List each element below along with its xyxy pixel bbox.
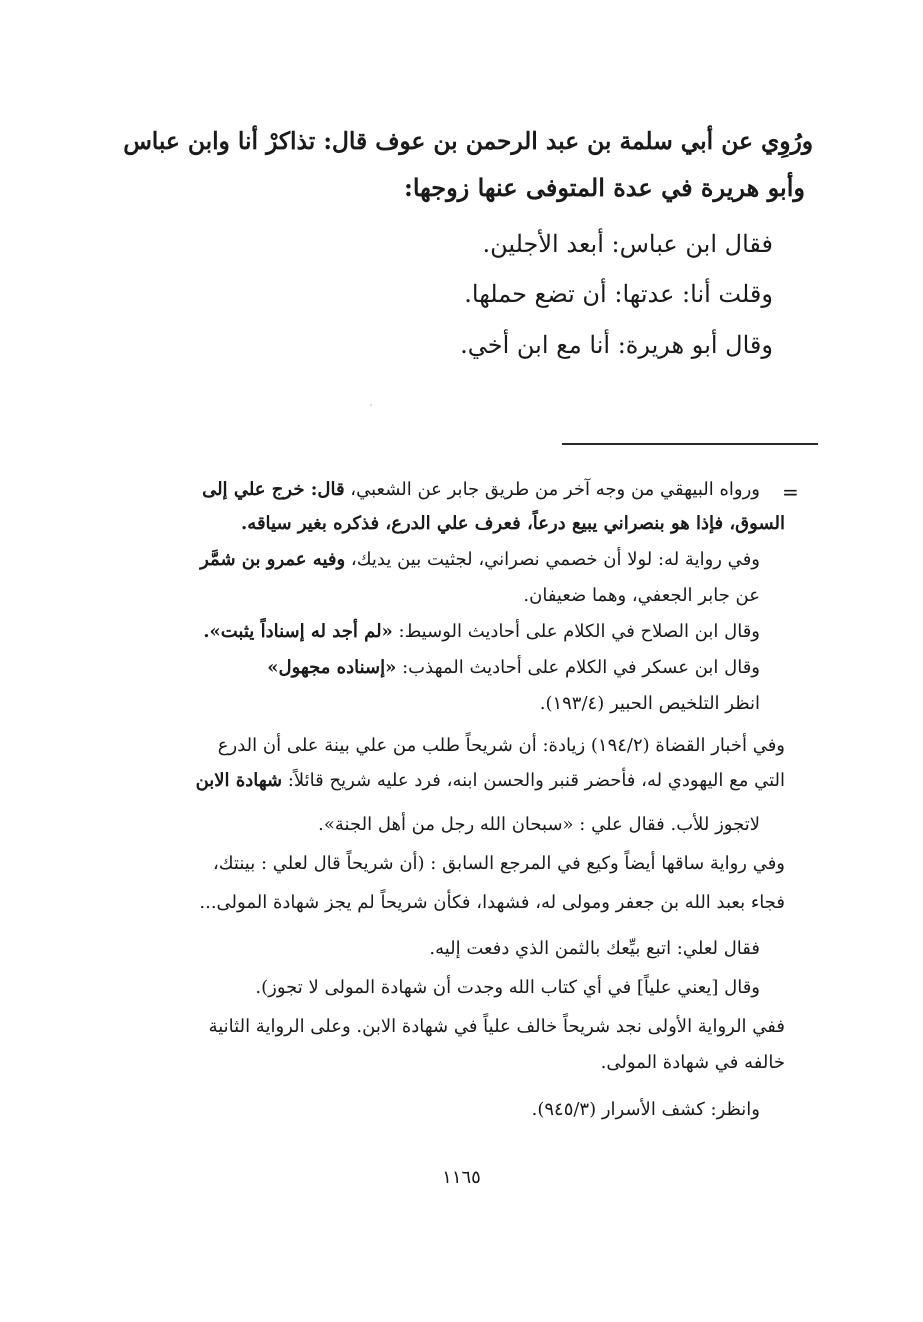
- footnote-line-14-text: وقال [يعني علياً] في أي كتاب الله وجدت أن شهادة المولى لا تجوز).: [255, 977, 760, 998]
- footnote-line-6-bold: «إسناده مجهول»: [267, 657, 397, 678]
- main-line-2: وأبو هريرة في عدة المتوفى عنها زوجها:: [404, 173, 805, 202]
- footnote-line-9-bold: شهادة الابن: [195, 770, 283, 791]
- footnote-line-16-text: خالفه في شهادة المولى.: [600, 1052, 785, 1073]
- footnote-line-14: [255, 974, 760, 1002]
- footnote-line-15: [209, 1013, 785, 1041]
- footnote-line-3: [200, 546, 760, 574]
- footnote-line-3-bold: وفيه عمرو بن شمَّر: [200, 549, 346, 570]
- footnote-line-13-text: فقال لعلي: اتبع بيِّعك بالثمن الذي دفعت إليه.: [429, 938, 760, 959]
- speck: [370, 404, 372, 406]
- footnote-line-5-bold: «لم أجد له إسناداً يثبت».: [203, 621, 393, 642]
- main-line-3: فقال ابن عباس: أبعد الأجلين.: [482, 230, 773, 258]
- footnote-line-9-text: التي مع اليهودي له، فأحضر قنبر والحسن ابنه، فرد عليه شريح قائلاً:: [282, 770, 785, 791]
- footnote-line-13: [429, 935, 760, 963]
- footnote-line-1-bold: قال: خرج علي إلى: [202, 479, 345, 500]
- footnote-line-1: [202, 476, 760, 504]
- footnote-line-8-text: وفي أخبار القضاة (١٩٤/٢) زيادة: أن شريحاً طلب من علي بينة على أن الدرع: [217, 735, 785, 756]
- footnote-line-4-text: عن جابر الجعفي، وهما ضعيفان.: [523, 585, 760, 606]
- footnote-line-4: [523, 582, 760, 610]
- footnote-line-6: [267, 654, 760, 682]
- footnote-line-17: [532, 1096, 760, 1124]
- footnote-line-10-text: لاتجوز للأب. فقال علي : «سبحان الله رجل من أهل الجنة».: [318, 814, 760, 835]
- footnote-line-9: [196, 767, 785, 795]
- page-number: ١١٦٥: [442, 1167, 481, 1188]
- footnote-line-5-text: وقال ابن الصلاح في الكلام على أحاديث الوسيط:: [392, 621, 760, 642]
- main-line-5: وقال أبو هريرة: أنا مع ابن أخي.: [460, 331, 773, 359]
- main-line-4: وقلت أنا: عدتها: أن تضع حملها.: [464, 280, 773, 308]
- footnote-line-6-text: وقال ابن عسكر في الكلام على أحاديث المهذب:: [396, 657, 760, 678]
- footnote-line-11: [213, 850, 785, 878]
- footnote-line-12-text: فجاء بعبد الله بن جعفر ومولى له، فشهدا، فكأن شريحاً لم يجز شهادة المولى...: [199, 892, 785, 913]
- footnote-line-5: [203, 618, 760, 646]
- footnote-continuation-marker: =: [782, 480, 799, 504]
- main-line-1-start: ورُوِي عن أبي سلمة بن عبد الرحمن بن عوف قال:: [315, 128, 813, 155]
- main-line-1-end: تذاكرْ أنا وابن عباس: [123, 128, 316, 155]
- footnote-line-11-text: وفي رواية ساقها أيضاً وكيع في المرجع السابق : (أن شريحاً قال لعلي : بينتك،: [212, 853, 785, 874]
- footnote-line-2: [241, 510, 785, 538]
- footnote-line-7-text: انظر التلخيص الحبير (١٩٣/٤).: [539, 693, 760, 714]
- footnote-line-7: [540, 690, 760, 718]
- footnote-line-10: [318, 811, 760, 839]
- footnote-line-15-text: ففي الرواية الأولى نجد شريحاً خالف علياً في شهادة الابن. وعلى الرواية الثانية: [208, 1016, 785, 1037]
- footnote-line-12: [199, 889, 785, 917]
- footnote-line-1-text: ورواه البيهقي من وجه آخر من طريق جابر عن الشعبي،: [344, 479, 760, 500]
- footnote-line-16: [601, 1049, 785, 1077]
- footnote-line-8: [218, 732, 785, 760]
- main-line-1: [123, 124, 813, 160]
- footnote-line-17-text: وانظر: كشف الأسرار (٩٤٥/٣).: [531, 1099, 760, 1120]
- footnote-separator: [562, 443, 818, 445]
- footnote-line-3-text: وفي رواية له: لولا أن خصمي نصراني، لجثيت بين يديك،: [345, 549, 760, 570]
- footnote-line-2-bold: السوق، فإذا هو بنصراني يبيع درعاً، فعرف علي الدرع، فذكره بغير سياقه.: [241, 513, 785, 534]
